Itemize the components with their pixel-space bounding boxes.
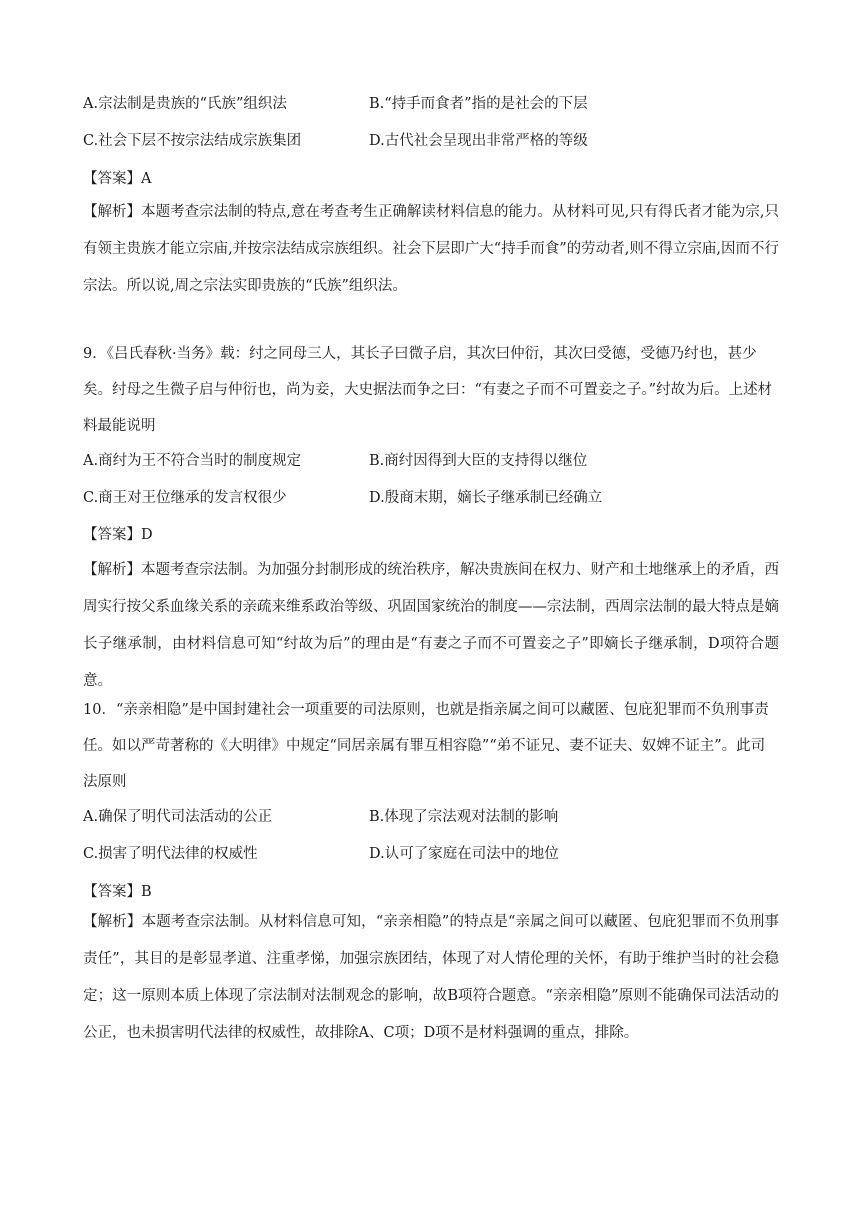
q9-analysis: 【解析】本题考查宗法制。为加强分封制形成的统治秩序，解决贵族间在权力、财产和土地继承上的矛盾，西周实行按父系血缘关系的亲疏来维系政治等级、巩固国家统治的制度——宗法制，西周宗法制的最大特点是嫡长子继承制，由材料信息可知“纣故为后”的理由是“有妻之子而不可置妾之子”即嫡长子继承制，D项符合题意。 — [83, 562, 779, 689]
q9-option-c: C.商王对王位继承的发言权很少 — [83, 490, 287, 506]
q10-option-c: C.损害了明代法律的权威性 — [83, 846, 258, 862]
q9-option-a: A.商纣为王不符合当时的制度规定 — [83, 453, 302, 469]
q9-stem: 9．《吕氏春秋·当务》载：纣之同母三人，其长子曰微子启，其次曰仲衍，其次曰受德，受德乃纣也，甚少矣。纣母之生微子启与仲衍也，尚为妾，大史据法而争之曰：“有妻之子而不可置妾之子。”纣故为后。上述材料最能说明 — [83, 346, 773, 434]
q8-option-b: B.“持手而食者”指的是社会的下层 — [369, 96, 588, 112]
q8-option-a: A.宗法制是贵族的“氏族”组织法 — [83, 96, 287, 112]
q10-option-b: B.体现了宗法观对法制的影响 — [369, 809, 559, 825]
q10-option-d: D.认可了家庭在司法中的地位 — [369, 846, 559, 862]
q10-option-a: A.确保了明代司法活动的公正 — [83, 809, 273, 825]
q10-analysis: 【解析】本题考查宗法制。从材料信息可知，“亲亲相隐”的特点是“亲属之间可以藏匿、包庇犯罪而不负刑事责任”，其目的是彰显孝道、注重孝悌，加强宗族团结，体现了对人情伦理的关怀，有助于维护当时的社会稳定；这一原则本质上体现了宗法制对法制观念的影响，故B项符合题意。“亲亲相隐”原则不能确保司法活动的公正，也未损害明代法律的权威性，故排除A、C项；D项不是材料强调的重点，排除。 — [83, 914, 779, 1041]
q9-option-b: B.商纣因得到大臣的支持得以继位 — [369, 453, 588, 469]
q8-option-c: C.社会下层不按宗法结成宗族集团 — [83, 133, 302, 149]
q8-option-d: D.古代社会呈现出非常严格的等级 — [369, 133, 588, 149]
q8-answer: 【答案】A — [83, 171, 152, 187]
q10-answer: 【答案】B — [83, 884, 152, 900]
q9-answer: 【答案】D — [83, 527, 153, 543]
q9-option-d: D.殷商末期，嫡长子继承制已经确立 — [369, 490, 603, 506]
q10-stem: 10．“亲亲相隐”是中国封建社会一项重要的司法原则，也就是指亲属之间可以藏匿、包庇犯罪而不负刑事责任。如以严苛著称的《大明律》中规定“同居亲属有罪互相容隐”“弟不证兄、妻不证夫、奴婢不证主”。此司法原则 — [83, 702, 769, 790]
q8-analysis: 【解析】本题考查宗法制的特点,意在考查考生正确解读材料信息的能力。从材料可见,只有得氏者才能为宗,只有领主贵族才能立宗庙,并按宗法结成宗族组织。社会下层即广大“持手而食”的劳动者,则不得立宗庙,因而不行宗法。所以说,周之宗法实即贵族的“氏族”组织法。 — [83, 204, 779, 294]
